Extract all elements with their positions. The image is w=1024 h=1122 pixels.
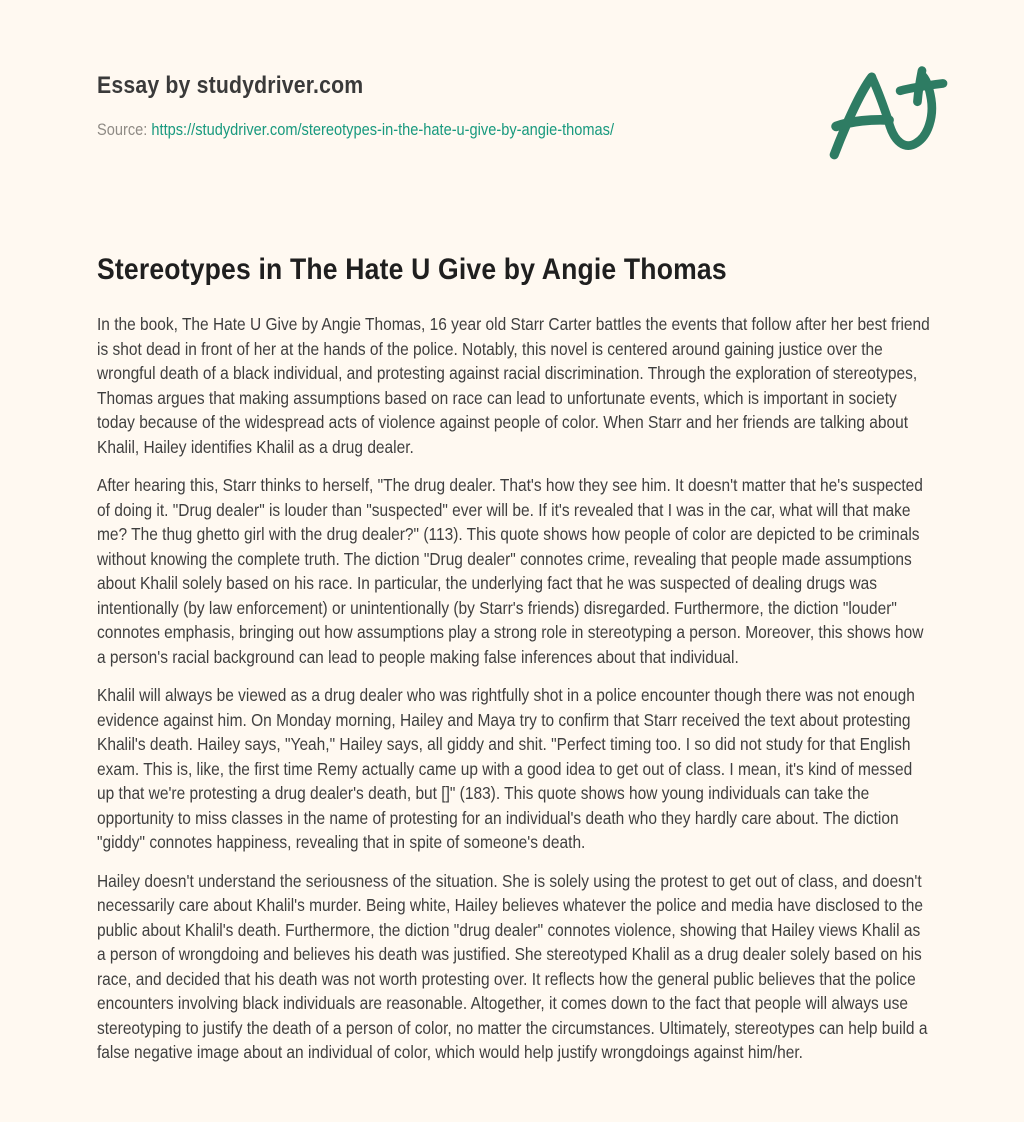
essay-article bbox=[97, 252, 931, 1079]
site-header-title: Essay by studydriver.com bbox=[97, 72, 364, 99]
essay-title: Stereotypes in The Hate U Give by Angie Thomas bbox=[97, 253, 727, 286]
essay-paragraph: Hailey doesn't understand the seriousness of the situation. She is solely using the protest to get out of class, and doesn't necessarily care about Khalil's murder. Being white, Hailey believes whatever the police and media have disclosed to the public about Khalil's death. Furthermore, the diction "drug dealer" connotes violence, showing that Hailey views Khalil as a person of wrongdoing and believes his death was justified. She stereotyped Khalil as a drug dealer solely based on his race, and decided that his death was not worth protesting over. It reflects how the general public believes that the police encounters involving black individuals are reasonable. Altogether, it comes down to the fact that people will always use stereotyping to justify the death of a person of color, no matter the circumstances. Ultimately, stereotypes can help build a false negative image about an individual of color, which would help justify wrongdoings against him/her. bbox=[97, 870, 928, 1062]
a-plus-logo-icon bbox=[826, 62, 954, 168]
essay-paragraph: After hearing this, Starr thinks to herself, "The drug dealer. That's how they see him. It doesn't matter that he's suspected of doing it. "Drug dealer" is louder than "suspected" ever will be. If it's revealed that I was in the car, what will that make me? The thug ghetto girl with the drug dealer?" (113). This quote shows how people of color are depicted to be criminals without knowing the complete truth. The diction "Drug dealer" connotes crime, revealing that people made assumptions about Khalil solely based on his race. In particular, the underlying fact that he was suspected of dealing drugs was intentionally (by law enforcement) or unintentionally (by Starr's friends) disregarded. Furthermore, the diction "louder" connotes emphasis, bringing out how assumptions play a strong role in stereotyping a person. Moreover, this shows how a person's racial background can lead to people making false inferences about that individual. bbox=[97, 475, 924, 667]
source-line bbox=[97, 121, 614, 140]
source-url-link[interactable]: https://studydriver.com/stereotypes-in-the-hate-u-give-by-angie-thomas/ bbox=[151, 121, 615, 139]
essay-paragraph: In the book, The Hate U Give by Angie Thomas, 16 year old Starr Carter battles the events that follow after her best friend is shot dead in front of her at the hands of the police. Notably, this novel is centered around gaining justice over the wrongful death of a black individual, and protesting against racial discrimination. Through the exploration of stereotypes, Thomas argues that making assumptions based on race can lead to unfortunate events, which is important in society today because of the widespread acts of violence against people of color. When Starr and her friends are talking about Khalil, Hailey identifies Khalil as a drug dealer. bbox=[97, 314, 930, 457]
source-label: Source: bbox=[97, 121, 148, 139]
essay-paragraph: Khalil will always be viewed as a drug dealer who was rightfully shot in a police encounter though there was not enough evidence against him. On Monday morning, Hailey and Maya try to confirm that Starr received the text about protesting Khalil's death. Hailey says, "Yeah," Hailey says, all giddy and shit. "Perfect timing too. I so did not study for that English exam. This is, like, the first time Remy actually came up with a good idea to get out of class. I mean, it's kind of messed up that we're protesting a drug dealer's death, but []" (183). This quote shows how young individuals can take the opportunity to miss classes in the name of protesting for an individual's death who they hardly care about. The diction "giddy" connotes happiness, revealing that in spite of someone's death. bbox=[97, 685, 915, 852]
essay-body bbox=[97, 312, 931, 1065]
